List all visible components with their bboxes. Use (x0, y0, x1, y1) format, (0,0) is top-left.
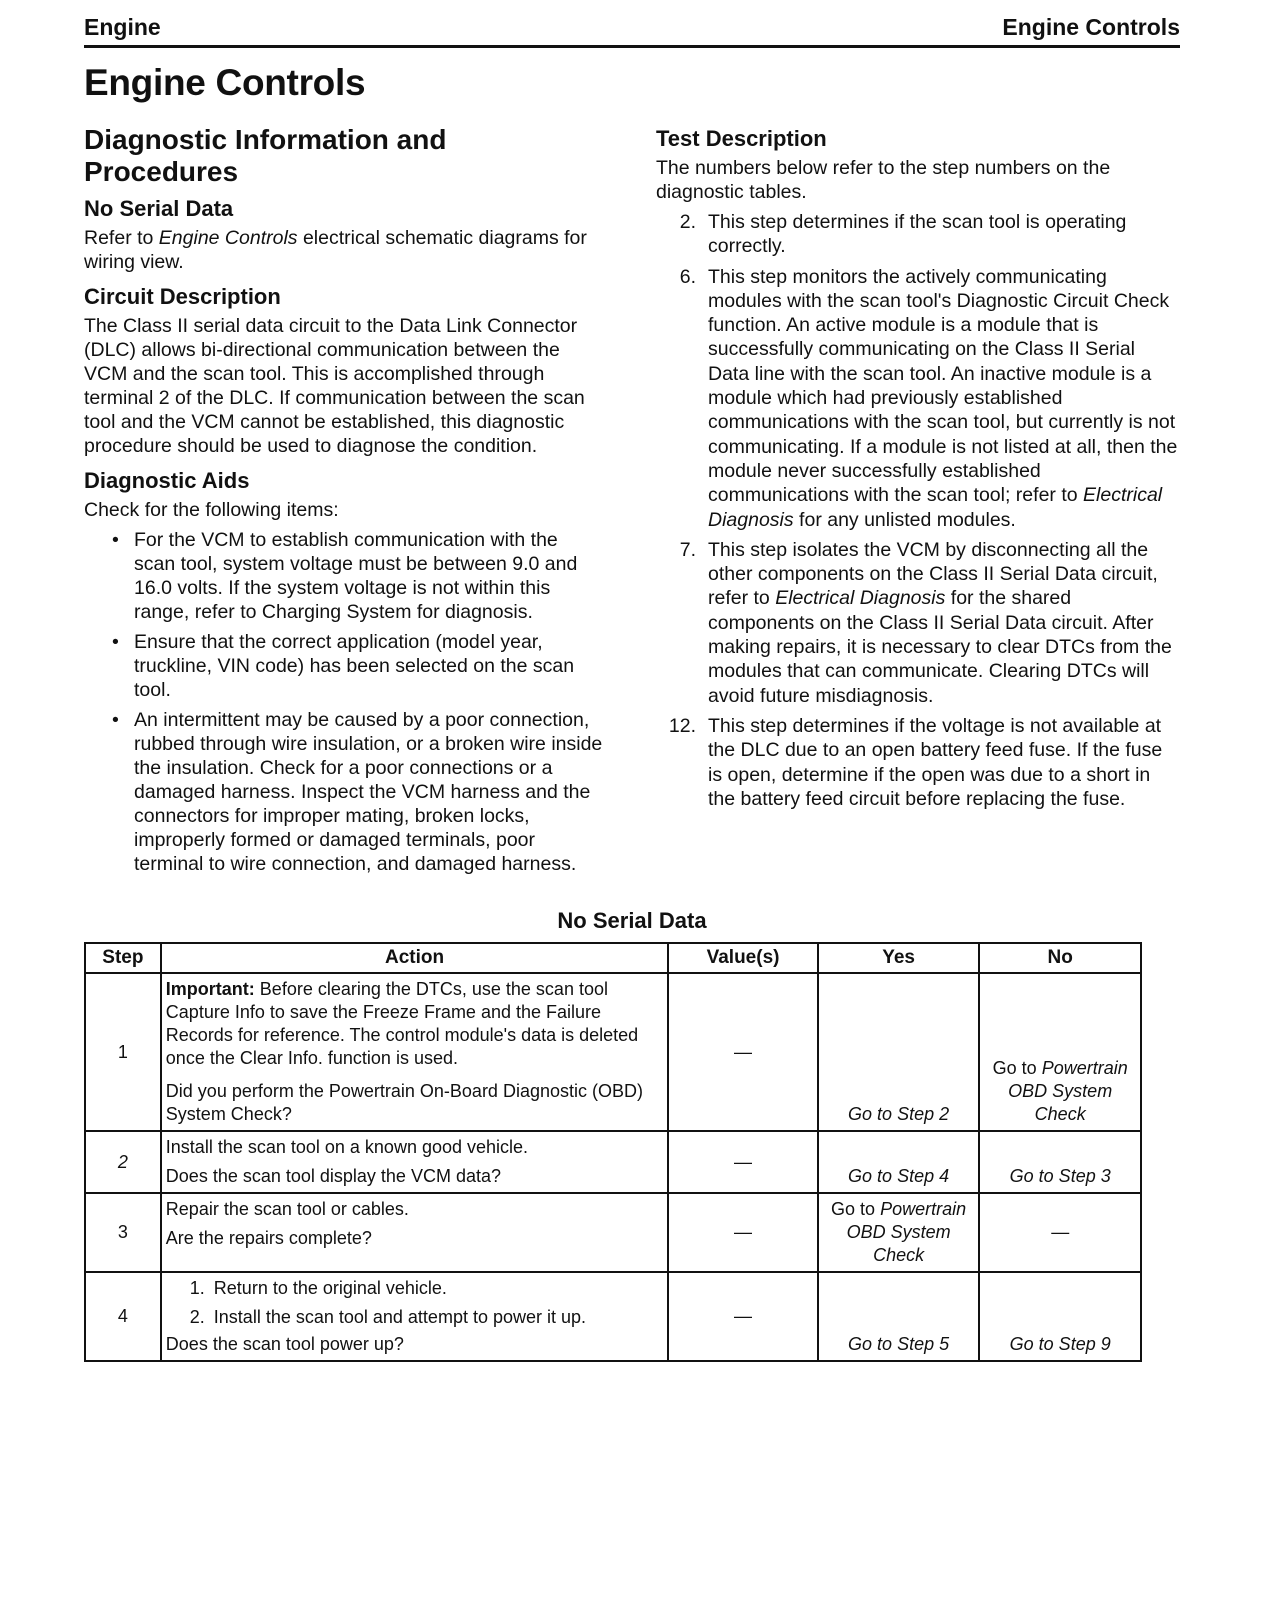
test-description-heading: Test Description (656, 126, 827, 151)
no-link[interactable]: Go to Step 3 (1009, 1166, 1111, 1186)
step-text: This step monitors the actively communicating modules with the scan tool's Diagnostic Circuit Check function. An active module is a module that is successfully communicating on the Class II Serial Data line with the scan tool. An inactive module is a module which had previously established communications with the scan tool, but currently is not communicating. If a module is not listed at all, then the module never successfully established communications with the scan tool; refer to (708, 265, 1178, 507)
section-title: Diagnostic Information and Procedures (84, 124, 447, 187)
no-cell (979, 973, 1141, 1131)
bullet-glyph: • (112, 709, 119, 731)
list-item-text: For the VCM to establish communication with the scan tool, system voltage must be between 9.0 and 16.0 volts. If the system voltage is not within this range, refer to Charging System for diagnosis. (134, 529, 578, 623)
yes-prefix: Go to (831, 1199, 881, 1219)
column-header-action: Action (161, 943, 668, 973)
action-question: Did you perform the Powertrain On-Board Diagnostic (OBD) System Check? (165, 1081, 643, 1124)
yes-link[interactable]: Go to Step 5 (848, 1334, 950, 1354)
step-text: This step isolates the VCM by disconnecting all the other components on the Class II Serial Data circuit, refer to (708, 538, 1158, 610)
list-item (656, 538, 1180, 708)
sub-step-text: Install the scan tool and attempt to power it up. (213, 1307, 587, 1327)
column-header-yes: Yes (818, 943, 980, 973)
action-question: Are the repairs complete? (165, 1228, 372, 1248)
step-number: 7. (679, 538, 696, 561)
sub-step (166, 1306, 663, 1329)
yes-cell (818, 973, 980, 1131)
no-prefix: Go to (992, 1058, 1042, 1078)
left-column (84, 114, 604, 882)
column-header-values: Value(s) (668, 943, 818, 973)
intro-paragraph (84, 226, 604, 274)
step-text: This step determines if the voltage is not available at the DLC due to an open battery feed fuse. If the fuse is open, determine if the open was due to a short in the battery feed circuit before replacing the fuse. (708, 714, 1163, 810)
step-number: 12. (668, 714, 696, 737)
value-cell: — (668, 1131, 818, 1193)
step-text: for any unlisted modules. (793, 508, 1016, 531)
column-header-no: No (979, 943, 1141, 973)
yes-cell (818, 1272, 980, 1361)
page-title: Engine Controls (84, 62, 366, 103)
sub-step-number: 2. (189, 1307, 205, 1327)
step-cell (85, 1131, 161, 1193)
header-right: Engine Controls (1002, 14, 1180, 40)
step-cell: 1 (85, 973, 161, 1131)
yes-link[interactable]: Go to Step 4 (848, 1166, 950, 1186)
bullet-glyph: • (112, 529, 119, 551)
action-text: Repair the scan tool or cables. (165, 1199, 409, 1219)
action-cell (161, 1193, 668, 1272)
table-row (85, 1131, 1141, 1193)
value-cell: — (668, 1272, 818, 1361)
table-row (85, 1272, 1141, 1361)
no-cell (979, 1272, 1141, 1361)
intro-suffix: electrical schematic diagrams for wiring view. (84, 227, 587, 273)
intro-prefix: Refer to (84, 227, 159, 249)
diagnostic-aids-intro: Check for the following items: (84, 499, 339, 521)
header-left: Engine (84, 14, 161, 40)
list-item (656, 210, 1180, 259)
yes-link[interactable]: Go to Step 2 (848, 1104, 950, 1124)
important-text: Before clearing the DTCs, use the scan tool Capture Info to save the Freeze Frame and the Failure Records for reference. The control module's data is deleted once the Clear Info. function is used. (165, 979, 639, 1068)
yes-link[interactable]: Powertrain OBD System Check (846, 1199, 967, 1265)
table-row (85, 973, 1141, 1131)
list-item-text: Ensure that the correct application (model year, truckline, VIN code) has been selected on the scan tool. (134, 631, 575, 701)
subsection-title: No Serial Data (84, 196, 234, 221)
list-item-text: An intermittent may be caused by a poor connection, rubbed through wire insulation, or a broken wire inside the insulation. Check for a poor connections or a damaged harness. Inspect the VCM harness and the connectors for improper mating, broken locks, improperly formed or damaged terminals, poor terminal to wire connection, and damaged harness. (134, 709, 603, 875)
running-header (84, 14, 1180, 48)
step-italic: Electrical Diagnosis (775, 587, 946, 610)
value-cell: — (668, 1193, 818, 1272)
value-cell: — (668, 973, 818, 1131)
list-item (84, 630, 604, 702)
table-title: No Serial Data (557, 908, 707, 933)
diagnostic-aids-heading: Diagnostic Aids (84, 468, 250, 493)
diagnostic-table (84, 942, 1142, 1362)
intro-italic: Engine Controls (158, 227, 298, 249)
manual-page (84, 14, 1180, 1362)
table-row (85, 1193, 1141, 1272)
step-cell: 4 (85, 1272, 161, 1361)
action-text: Install the scan tool on a known good vehicle. (165, 1137, 529, 1157)
circuit-description-heading: Circuit Description (84, 284, 281, 309)
action-cell (161, 973, 668, 1131)
table-header-row (85, 943, 1141, 973)
list-item (656, 265, 1180, 532)
sub-step (166, 1277, 663, 1300)
no-cell: — (979, 1193, 1141, 1272)
circuit-description-text: The Class II serial data circuit to the Data Link Connector (DLC) allows bi-directional communication between the VCM and the scan tool. This is accomplished through terminal 2 of the DLC. If communication between the scan tool and the VCM cannot be established, this diagnostic procedure should be used to diagnose the condition. (84, 315, 585, 457)
diagnostic-aids-list (84, 528, 604, 876)
no-link[interactable]: Go to Step 9 (1009, 1334, 1111, 1354)
step-italic: Electrical Diagnosis (708, 484, 1163, 531)
step-number: 2 (117, 1151, 128, 1172)
action-cell (161, 1272, 668, 1361)
list-item (84, 528, 604, 624)
sub-step-number: 1. (189, 1278, 205, 1298)
step-text: This step determines if the scan tool is operating correctly. (708, 211, 1127, 258)
test-description-intro: The numbers below refer to the step numbers on the diagnostic tables. (656, 157, 1111, 203)
yes-cell (818, 1131, 980, 1193)
no-link[interactable]: Powertrain OBD System Check (1008, 1058, 1128, 1124)
column-header-step: Step (85, 943, 161, 973)
step-number: 6. (679, 265, 696, 288)
action-question: Does the scan tool power up? (165, 1334, 404, 1354)
step-text: for the shared components on the Class II Serial Data circuit. After making repairs, it is necessary to clear DTCs from the modules that can communicate. Clearing DTCs will avoid future misdiagnosis. (708, 587, 1172, 707)
sub-step-text: Return to the original vehicle. (213, 1278, 447, 1298)
important-label: Important: (165, 979, 255, 999)
test-description-steps (656, 210, 1180, 811)
action-question: Does the scan tool display the VCM data? (165, 1166, 501, 1186)
step-number: 2. (679, 211, 696, 233)
right-column (656, 114, 1180, 882)
list-item (656, 714, 1180, 811)
no-cell (979, 1131, 1141, 1193)
yes-cell (818, 1193, 980, 1272)
action-cell (161, 1131, 668, 1193)
step-cell: 3 (85, 1193, 161, 1272)
important-note (166, 978, 663, 1070)
bullet-glyph: • (112, 631, 119, 653)
list-item (84, 708, 604, 876)
two-column-body (84, 114, 1180, 882)
